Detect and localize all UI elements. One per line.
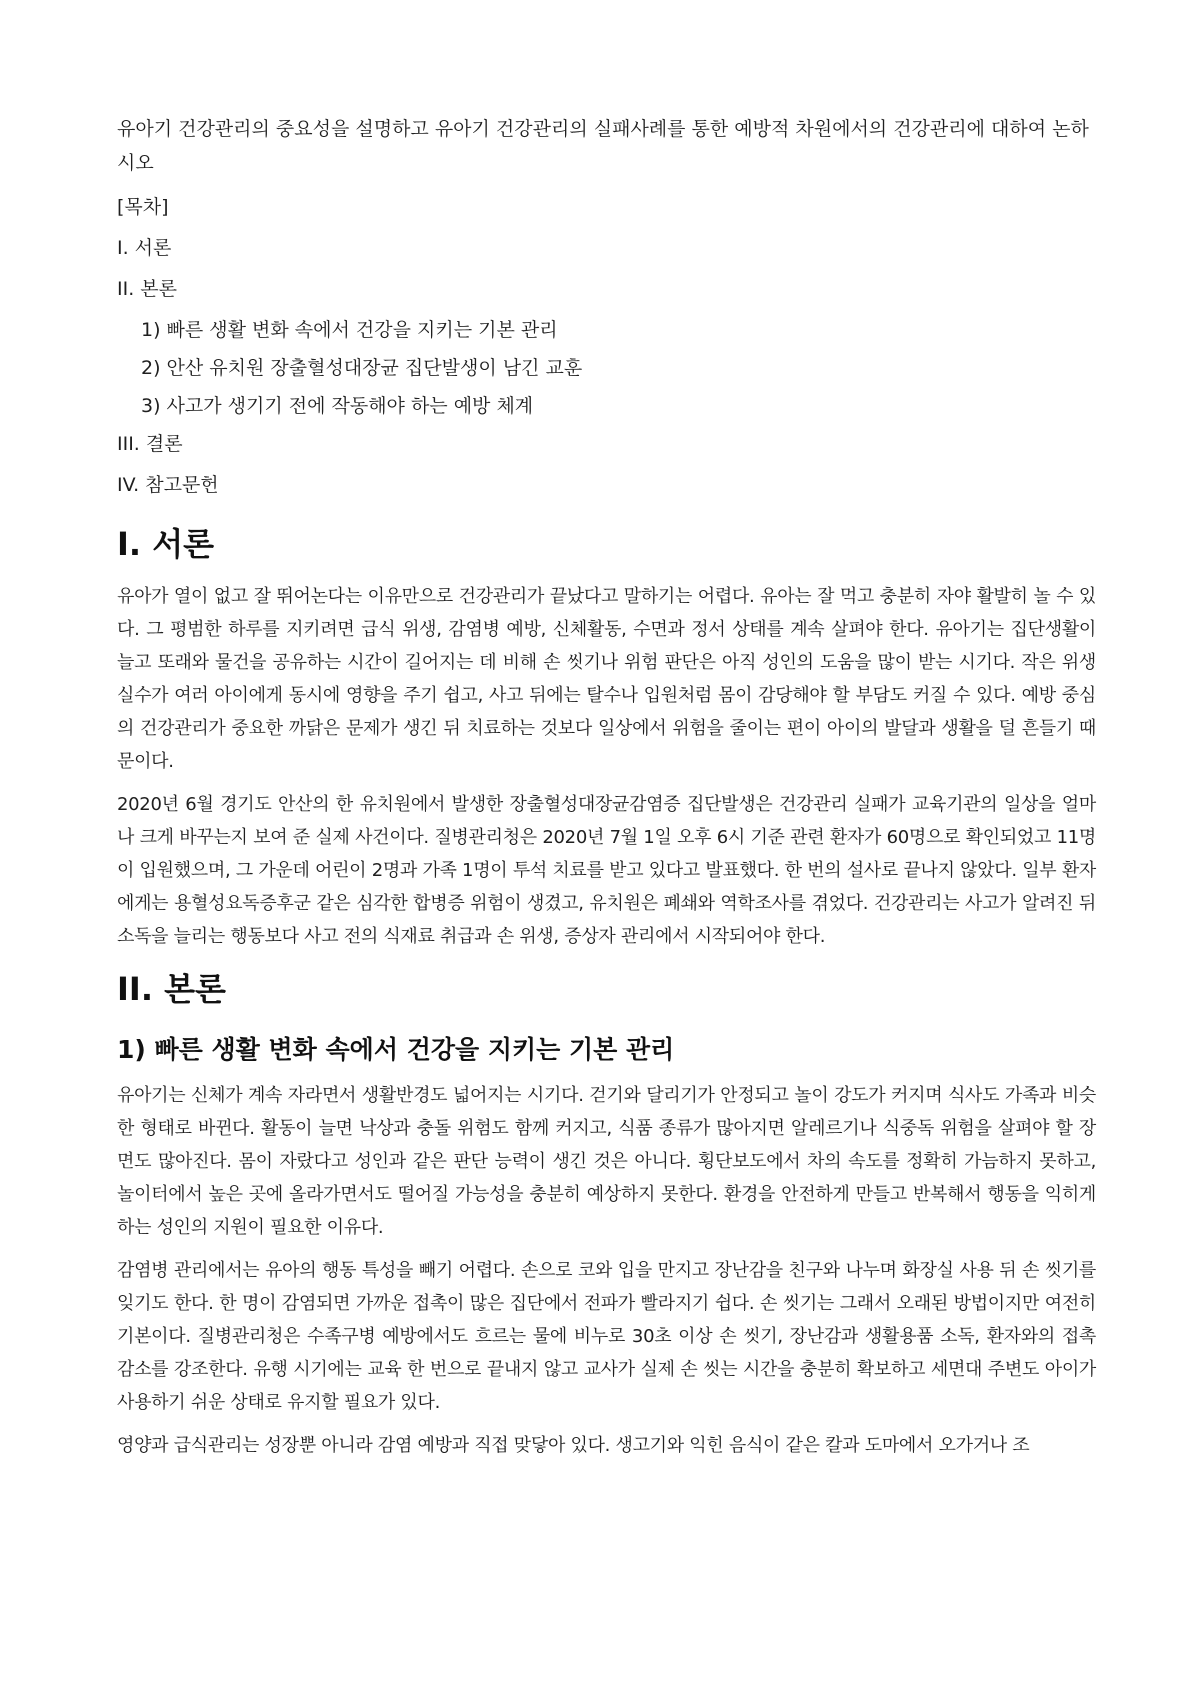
toc-item-references: IV. 참고문헌 xyxy=(117,474,219,496)
toc-item-body: II. 본론 xyxy=(117,278,177,300)
toc-item-introduction: I. 서론 xyxy=(117,237,172,259)
body-paragraph-2: 감염병 관리에서는 유아의 행동 특성을 빼기 어렵다. 손으로 코와 입을 만지고 장난감을 친구와 나누며 화장실 사용 뒤 손 씻기를 잊기도 한다. 한 명이 감염되면 가까운 접촉이 많은 집단에서 전파가 빨라지기 쉽다. 손 씻기는 그래서 오래된 방법이지만 여전히 기본이다. 질병관리청은 수족구병 예방에서도 흐르는 물에 비누로 30초 이상 손 씻기, 장난감과 생활용품 소독, 환자와의 접촉 감소를 강조한다. 유행 시기에는 교육 한 번으로 끝내지 않고 교사가 실제 손 씻는 시간을 충분히 확보하고 세면대 주변도 아이가 사용하기 쉬운 상태로 유지할 필요가 있다. xyxy=(117,1260,1096,1413)
body-paragraph-3: 영양과 급식관리는 성장뿐 아니라 감염 예방과 직접 맞닿아 있다. 생고기와 익힌 음식이 같은 칼과 도마에서 오가거나 조 xyxy=(117,1435,1030,1456)
section-heading-body: II. 본론 xyxy=(117,970,226,1008)
table-of-contents xyxy=(117,192,1096,500)
toc-subitem-3: 3) 사고가 생기기 전에 작동해야 하는 예방 체계 xyxy=(141,395,534,417)
section-heading-introduction: I. 서론 xyxy=(117,525,215,563)
assignment-question: 유아기 건강관리의 중요성을 설명하고 유아기 건강관리의 실패사례를 통한 예방적 차원에서의 건강관리에 대하여 논하시오 xyxy=(117,118,1089,174)
toc-title: [목차] xyxy=(117,196,169,218)
toc-subitem-2: 2) 안산 유치원 장출혈성대장균 집단발생이 남긴 교훈 xyxy=(141,357,583,379)
toc-item-conclusion: III. 결론 xyxy=(117,433,183,455)
toc-subitem-1: 1) 빠른 생활 변화 속에서 건강을 지키는 기본 관리 xyxy=(141,319,558,341)
subsection-heading-1: 1) 빠른 생활 변화 속에서 건강을 지키는 기본 관리 xyxy=(117,1035,675,1064)
introduction-paragraph-1: 유아가 열이 없고 잘 뛰어논다는 이유만으로 건강관리가 끝났다고 말하기는 어렵다. 유아는 잘 먹고 충분히 자야 활발히 놀 수 있다. 그 평범한 하루를 지키려면 급식 위생, 감염병 예방, 신체활동, 수면과 정서 상태를 계속 살펴야 한다. 유아기는 집단생활이 늘고 또래와 물건을 공유하는 시간이 길어지는 데 비해 손 씻기나 위험 판단은 아직 성인의 도움을 많이 받는 시기다. 작은 위생 실수가 여러 아이에게 동시에 영향을 주기 쉽고, 사고 뒤에는 탈수나 입원처럼 몸이 감당해야 할 부담도 커질 수 있다. 예방 중심의 건강관리가 중요한 까닭은 문제가 생긴 뒤 치료하는 것보다 일상에서 위험을 줄이는 편이 아이의 발달과 생활을 덜 흔들기 때문이다. xyxy=(117,586,1096,772)
introduction-paragraph-2: 2020년 6월 경기도 안산의 한 유치원에서 발생한 장출혈성대장균감염증 집단발생은 건강관리 실패가 교육기관의 일상을 얼마나 크게 바꾸는지 보여 준 실제 사건이다. 질병관리청은 2020년 7월 1일 오후 6시 기준 관련 환자가 60명으로 확인되었고 11명이 입원했으며, 그 가운데 어린이 2명과 가족 1명이 투석 치료를 받고 있다고 발표했다. 한 번의 설사로 끝나지 않았다. 일부 환자에게는 용혈성요독증후군 같은 심각한 합병증 위험이 생겼고, 유치원은 폐쇄와 역학조사를 겪었다. 건강관리는 사고가 알려진 뒤 소독을 늘리는 행동보다 사고 전의 식재료 취급과 손 위생, 증상자 관리에서 시작되어야 한다. xyxy=(117,794,1096,947)
body-paragraph-1: 유아기는 신체가 계속 자라면서 생활반경도 넓어지는 시기다. 걷기와 달리기가 안정되고 놀이 강도가 커지며 식사도 가족과 비슷한 형태로 바뀐다. 활동이 늘면 낙상과 충돌 위험도 함께 커지고, 식품 종류가 많아지면 알레르기나 식중독 위험을 살펴야 할 장면도 많아진다. 몸이 자랐다고 성인과 같은 판단 능력이 생긴 것은 아니다. 횡단보도에서 차의 속도를 정확히 가늠하지 못하고, 놀이터에서 높은 곳에 올라가면서도 떨어질 가능성을 충분히 예상하지 못한다. 환경을 안전하게 만들고 반복해서 행동을 익히게 하는 성인의 지원이 필요한 이유다. xyxy=(117,1085,1096,1238)
